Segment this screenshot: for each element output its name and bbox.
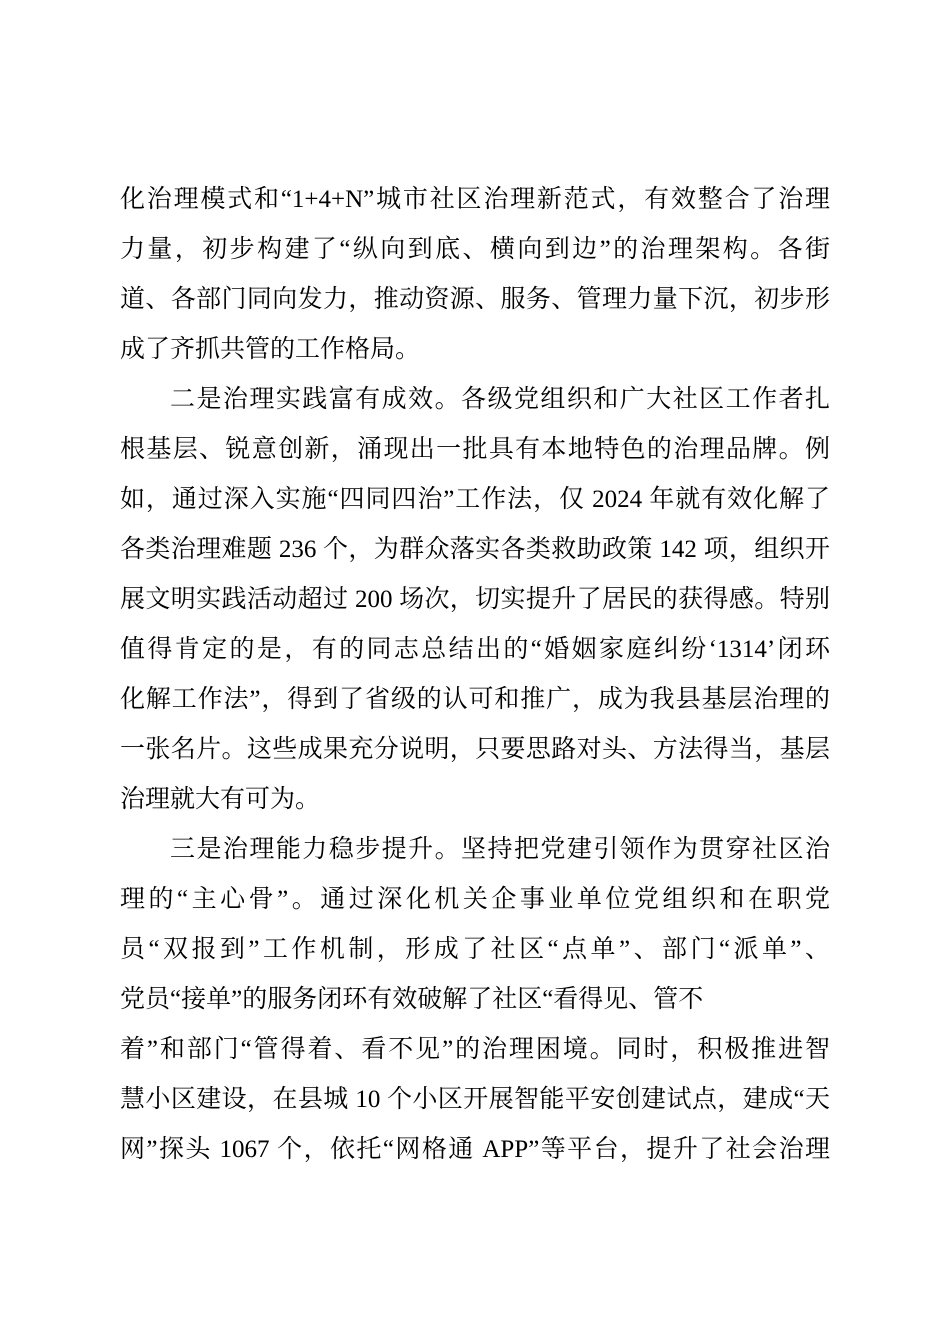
paragraph-point-three <box>120 825 830 1175</box>
text-line: 道、各部门同向发力，推动资源、服务、管理力量下沉，初步形 <box>120 286 830 313</box>
text-line: 员“双报到”工作机制，形成了社区“点单”、部门“派单”、 <box>120 936 830 963</box>
text-line: 值得肯定的是，有的同志总结出的“婚姻家庭纠纷‘1314’闭环 <box>120 636 830 663</box>
text-line: 理的“主心骨”。通过深化机关企事业单位党组织和在职党 <box>120 886 830 913</box>
text-line: 着”和部门“管得着、看不见”的治理困境。同时，积极推进智 <box>120 1036 830 1063</box>
text-line: 力量，初步构建了“纵向到底、横向到边”的治理架构。各街 <box>120 236 830 263</box>
paragraph-continuation <box>120 175 830 375</box>
text-line: 化解工作法”，得到了省级的认可和推广，成为我县基层治理的 <box>120 686 830 713</box>
text-line: 根基层、锐意创新，涌现出一批具有本地特色的治理品牌。例 <box>120 436 830 463</box>
text-line: 成了齐抓共管的工作格局。 <box>120 336 421 363</box>
text-line: 党员“接单”的服务闭环有效破解了社区“看得见、管不 <box>120 986 704 1013</box>
text-line: 治理就大有可为。 <box>120 786 321 813</box>
text-line: 如，通过深入实施“四同四治”工作法，仅 2024 年就有效化解了 <box>120 486 830 513</box>
text-line: 化治理模式和“1+4+N”城市社区治理新范式，有效整合了治理 <box>120 186 830 213</box>
text-line: 展文明实践活动超过 200 场次，切实提升了居民的获得感。特别 <box>120 586 830 613</box>
text-line: 网”探头 1067 个，依托“网格通 APP”等平台，提升了社会治理 <box>120 1136 830 1163</box>
text-line: 二是治理实践富有成效。各级党组织和广大社区工作者扎 <box>170 386 830 413</box>
text-line: 慧小区建设，在县城 10 个小区开展智能平安创建试点，建成“天 <box>120 1086 830 1113</box>
text-line: 一张名片。这些成果充分说明，只要思路对头、方法得当，基层 <box>120 736 830 763</box>
paragraph-point-two <box>120 375 830 825</box>
text-line: 三是治理能力稳步提升。坚持把党建引领作为贯穿社区治 <box>170 836 830 863</box>
text-line: 各类治理难题 236 个，为群众落实各类救助政策 142 项，组织开 <box>120 536 830 563</box>
